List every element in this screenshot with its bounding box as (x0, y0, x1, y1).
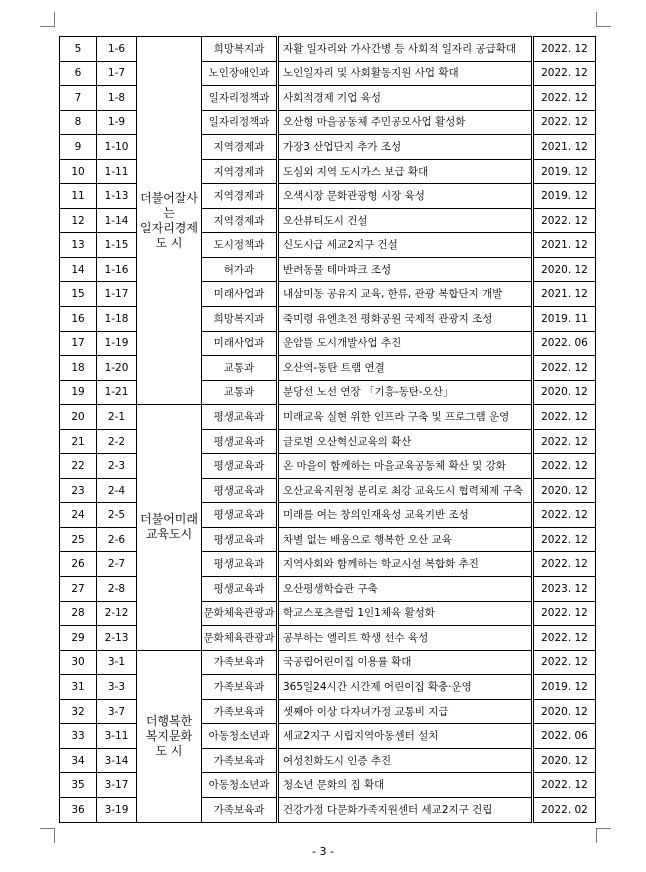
task-title-cell: 365일24시간 시간제 어린이집 확충·운영 (278, 675, 533, 700)
target-date-cell: 2022. 12 (533, 110, 596, 135)
task-code-cell: 1-14 (97, 208, 137, 233)
target-date-cell: 2020. 12 (533, 699, 596, 724)
department-cell: 평생교육과 (202, 503, 278, 528)
crop-mark-bottom-right (596, 828, 611, 843)
group-label-line: 교육도시 (145, 527, 193, 542)
task-code-cell: 1-15 (97, 233, 137, 258)
policy-table-wrapper (59, 36, 595, 823)
task-code-cell: 2-7 (97, 552, 137, 577)
department-cell: 가족보육과 (202, 675, 278, 700)
target-date-cell: 2022. 12 (533, 527, 596, 552)
task-code-cell: 1-9 (97, 110, 137, 135)
department-cell: 평생교육과 (202, 478, 278, 503)
row-number-cell: 36 (60, 797, 97, 822)
row-number-cell: 28 (60, 601, 97, 626)
task-code-cell: 2-6 (97, 527, 137, 552)
row-number-cell: 24 (60, 503, 97, 528)
department-cell: 가족보육과 (202, 797, 278, 822)
task-title-cell: 온 마을이 함께하는 마을교육공동체 확산 및 강화 (278, 454, 533, 479)
row-number-cell: 27 (60, 577, 97, 602)
task-code-cell: 2-2 (97, 429, 137, 454)
target-date-cell: 2019. 12 (533, 675, 596, 700)
row-number-cell: 22 (60, 454, 97, 479)
target-date-cell: 2022. 12 (533, 86, 596, 111)
row-number-cell: 15 (60, 282, 97, 307)
group-label-line: 더불어미래 (140, 512, 198, 527)
row-number-cell: 13 (60, 233, 97, 258)
group-label-line: 도 시 (155, 235, 183, 250)
department-cell: 도시정책과 (202, 233, 278, 258)
target-date-cell: 2022. 12 (533, 208, 596, 233)
target-date-cell: 2019. 12 (533, 159, 596, 184)
department-cell: 지역경제과 (202, 184, 278, 209)
department-cell: 희망복지과 (202, 37, 278, 62)
task-title-cell: 미래교육 실현 위한 인프라 구축 및 프로그램 운영 (278, 405, 533, 430)
row-number-cell: 33 (60, 724, 97, 749)
department-cell: 평생교육과 (202, 429, 278, 454)
department-cell: 지역경제과 (202, 135, 278, 160)
task-title-cell: 셋째아 이상 다자녀가정 교통비 지급 (278, 699, 533, 724)
task-code-cell: 1-20 (97, 356, 137, 381)
target-date-cell: 2022. 12 (533, 650, 596, 675)
task-title-cell: 청소년 문화의 집 확대 (278, 773, 533, 798)
row-number-cell: 21 (60, 429, 97, 454)
row-number-cell: 32 (60, 699, 97, 724)
task-title-cell: 차별 없는 배움으로 행복한 오산 교육 (278, 527, 533, 552)
task-code-cell: 1-21 (97, 380, 137, 405)
target-date-cell: 2020. 12 (533, 257, 596, 282)
department-cell: 교통과 (202, 380, 278, 405)
target-date-cell: 2022. 12 (533, 356, 596, 381)
table-body (60, 37, 596, 823)
task-title-cell: 미래를 여는 창의인재육성 교육기반 조성 (278, 503, 533, 528)
task-code-cell: 2-3 (97, 454, 137, 479)
target-date-cell: 2022. 12 (533, 454, 596, 479)
task-code-cell: 1-19 (97, 331, 137, 356)
department-cell: 지역경제과 (202, 208, 278, 233)
department-cell: 평생교육과 (202, 527, 278, 552)
row-number-cell: 34 (60, 748, 97, 773)
task-code-cell: 1-16 (97, 257, 137, 282)
task-title-cell: 가장3 산업단지 추가 조성 (278, 135, 533, 160)
department-cell: 노인장애인과 (202, 61, 278, 86)
row-number-cell: 18 (60, 356, 97, 381)
crop-mark-top-left (40, 12, 55, 27)
task-title-cell: 반려동물 테마파크 조성 (278, 257, 533, 282)
task-title-cell: 오산역-동탄 트램 연결 (278, 356, 533, 381)
target-date-cell: 2022. 02 (533, 797, 596, 822)
row-number-cell: 30 (60, 650, 97, 675)
task-title-cell: 글로벌 오산혁신교육의 확산 (278, 429, 533, 454)
department-cell: 가족보육과 (202, 650, 278, 675)
task-title-cell: 자활 일자리와 가사간병 등 사회적 일자리 공급확대 (278, 37, 533, 62)
task-code-cell: 3-14 (97, 748, 137, 773)
task-code-cell: 2-5 (97, 503, 137, 528)
task-title-cell: 세교2지구 시립지역아동센터 설치 (278, 724, 533, 749)
task-title-cell: 오산뷰티도시 건설 (278, 208, 533, 233)
task-code-cell: 3-7 (97, 699, 137, 724)
row-number-cell: 23 (60, 478, 97, 503)
task-title-cell: 운암뜰 도시개발사업 추진 (278, 331, 533, 356)
group-label-line: 더행복한 (145, 713, 193, 728)
row-number-cell: 9 (60, 135, 97, 160)
row-number-cell: 11 (60, 184, 97, 209)
department-cell: 희망복지과 (202, 307, 278, 332)
row-number-cell: 6 (60, 61, 97, 86)
department-cell: 평생교육과 (202, 577, 278, 602)
group-label-line: 복지문화 (145, 728, 193, 743)
group-label-cell (137, 37, 202, 405)
department-cell: 가족보육과 (202, 748, 278, 773)
task-code-cell: 2-1 (97, 405, 137, 430)
task-title-cell: 신도시급 세교2지구 건설 (278, 233, 533, 258)
row-number-cell: 26 (60, 552, 97, 577)
task-code-cell: 1-11 (97, 159, 137, 184)
target-date-cell: 2020. 12 (533, 478, 596, 503)
task-title-cell: 노인일자리 및 사회활동지원 사업 확대 (278, 61, 533, 86)
task-code-cell: 1-7 (97, 61, 137, 86)
row-number-cell: 19 (60, 380, 97, 405)
table-row (60, 405, 596, 430)
target-date-cell: 2022. 12 (533, 61, 596, 86)
row-number-cell: 16 (60, 307, 97, 332)
row-number-cell: 8 (60, 110, 97, 135)
task-code-cell: 1-10 (97, 135, 137, 160)
department-cell: 허가과 (202, 257, 278, 282)
department-cell: 평생교육과 (202, 405, 278, 430)
task-title-cell: 여성친화도시 인증 추진 (278, 748, 533, 773)
task-title-cell: 오산평생학습관 구축 (278, 577, 533, 602)
department-cell: 일자리정책과 (202, 86, 278, 111)
row-number-cell: 7 (60, 86, 97, 111)
task-code-cell: 2-12 (97, 601, 137, 626)
target-date-cell: 2022. 12 (533, 405, 596, 430)
department-cell: 평생교육과 (202, 454, 278, 479)
task-code-cell: 3-11 (97, 724, 137, 749)
row-number-cell: 29 (60, 626, 97, 651)
policy-task-table (59, 36, 596, 823)
target-date-cell: 2022. 12 (533, 429, 596, 454)
target-date-cell: 2022. 12 (533, 552, 596, 577)
table-row (60, 37, 596, 62)
target-date-cell: 2022. 12 (533, 601, 596, 626)
crop-mark-top-right (596, 12, 611, 27)
target-date-cell: 2019. 12 (533, 184, 596, 209)
row-number-cell: 17 (60, 331, 97, 356)
row-number-cell: 25 (60, 527, 97, 552)
target-date-cell: 2019. 11 (533, 307, 596, 332)
group-label-cell (137, 650, 202, 822)
page-number: - 3 - (312, 845, 334, 858)
task-title-cell: 공부하는 엘리트 학생 선수 육성 (278, 626, 533, 651)
task-title-cell: 내삼미동 공유지 교육, 한류, 관광 복합단지 개발 (278, 282, 533, 307)
target-date-cell: 2023. 12 (533, 577, 596, 602)
task-code-cell: 2-13 (97, 626, 137, 651)
group-label-cell (137, 405, 202, 650)
row-number-cell: 14 (60, 257, 97, 282)
task-title-cell: 죽미령 유엔초전 평화공원 국제적 관광지 조성 (278, 307, 533, 332)
row-number-cell: 35 (60, 773, 97, 798)
task-code-cell: 3-1 (97, 650, 137, 675)
department-cell: 미래사업과 (202, 331, 278, 356)
target-date-cell: 2022. 12 (533, 626, 596, 651)
task-code-cell: 2-4 (97, 478, 137, 503)
group-label-line: 도 시 (155, 743, 183, 758)
task-code-cell: 3-17 (97, 773, 137, 798)
task-title-cell: 학교스포츠클럽 1인1체육 활성화 (278, 601, 533, 626)
department-cell: 문화체육관광과 (202, 626, 278, 651)
target-date-cell: 2022. 12 (533, 37, 596, 62)
department-cell: 아동청소년과 (202, 773, 278, 798)
task-title-cell: 지역사회와 함께하는 학교시설 복합화 추진 (278, 552, 533, 577)
department-cell: 문화체육관광과 (202, 601, 278, 626)
department-cell: 일자리정책과 (202, 110, 278, 135)
department-cell: 가족보육과 (202, 699, 278, 724)
task-code-cell: 1-18 (97, 307, 137, 332)
department-cell: 평생교육과 (202, 552, 278, 577)
task-title-cell: 건강가정 다문화가족지원센터 세교2지구 건립 (278, 797, 533, 822)
target-date-cell: 2020. 12 (533, 380, 596, 405)
row-number-cell: 10 (60, 159, 97, 184)
task-code-cell: 2-8 (97, 577, 137, 602)
task-title-cell: 사회적경제 기업 육성 (278, 86, 533, 111)
task-title-cell: 분당선 노선 연장 「기흥-동탄-오산」 (278, 380, 533, 405)
target-date-cell: 2022. 06 (533, 331, 596, 356)
target-date-cell: 2022. 06 (533, 724, 596, 749)
department-cell: 교통과 (202, 356, 278, 381)
task-code-cell: 3-3 (97, 675, 137, 700)
task-code-cell: 3-19 (97, 797, 137, 822)
department-cell: 지역경제과 (202, 159, 278, 184)
target-date-cell: 2020. 12 (533, 748, 596, 773)
department-cell: 미래사업과 (202, 282, 278, 307)
row-number-cell: 5 (60, 37, 97, 62)
department-cell: 아동청소년과 (202, 724, 278, 749)
task-code-cell: 1-17 (97, 282, 137, 307)
row-number-cell: 12 (60, 208, 97, 233)
task-title-cell: 오색시장 문화관광형 시장 육성 (278, 184, 533, 209)
task-code-cell: 1-13 (97, 184, 137, 209)
task-title-cell: 도심외 지역 도시가스 보급 확대 (278, 159, 533, 184)
task-title-cell: 오산형 마을공동체 주민공모사업 활성화 (278, 110, 533, 135)
crop-mark-bottom-left (40, 828, 55, 843)
target-date-cell: 2021. 12 (533, 233, 596, 258)
task-title-cell: 오산교육지원청 분리로 최강 교육도시 협력체제 구축 (278, 478, 533, 503)
target-date-cell: 2022. 12 (533, 773, 596, 798)
row-number-cell: 20 (60, 405, 97, 430)
task-code-cell: 1-6 (97, 37, 137, 62)
target-date-cell: 2022. 12 (533, 503, 596, 528)
target-date-cell: 2021. 12 (533, 282, 596, 307)
row-number-cell: 31 (60, 675, 97, 700)
target-date-cell: 2021. 12 (533, 135, 596, 160)
group-label-line: 일자리경제 (140, 220, 198, 235)
task-title-cell: 국공립어린이집 이용률 확대 (278, 650, 533, 675)
group-label-line: 더불어잘사는 (140, 190, 198, 220)
task-code-cell: 1-8 (97, 86, 137, 111)
table-row (60, 650, 596, 675)
